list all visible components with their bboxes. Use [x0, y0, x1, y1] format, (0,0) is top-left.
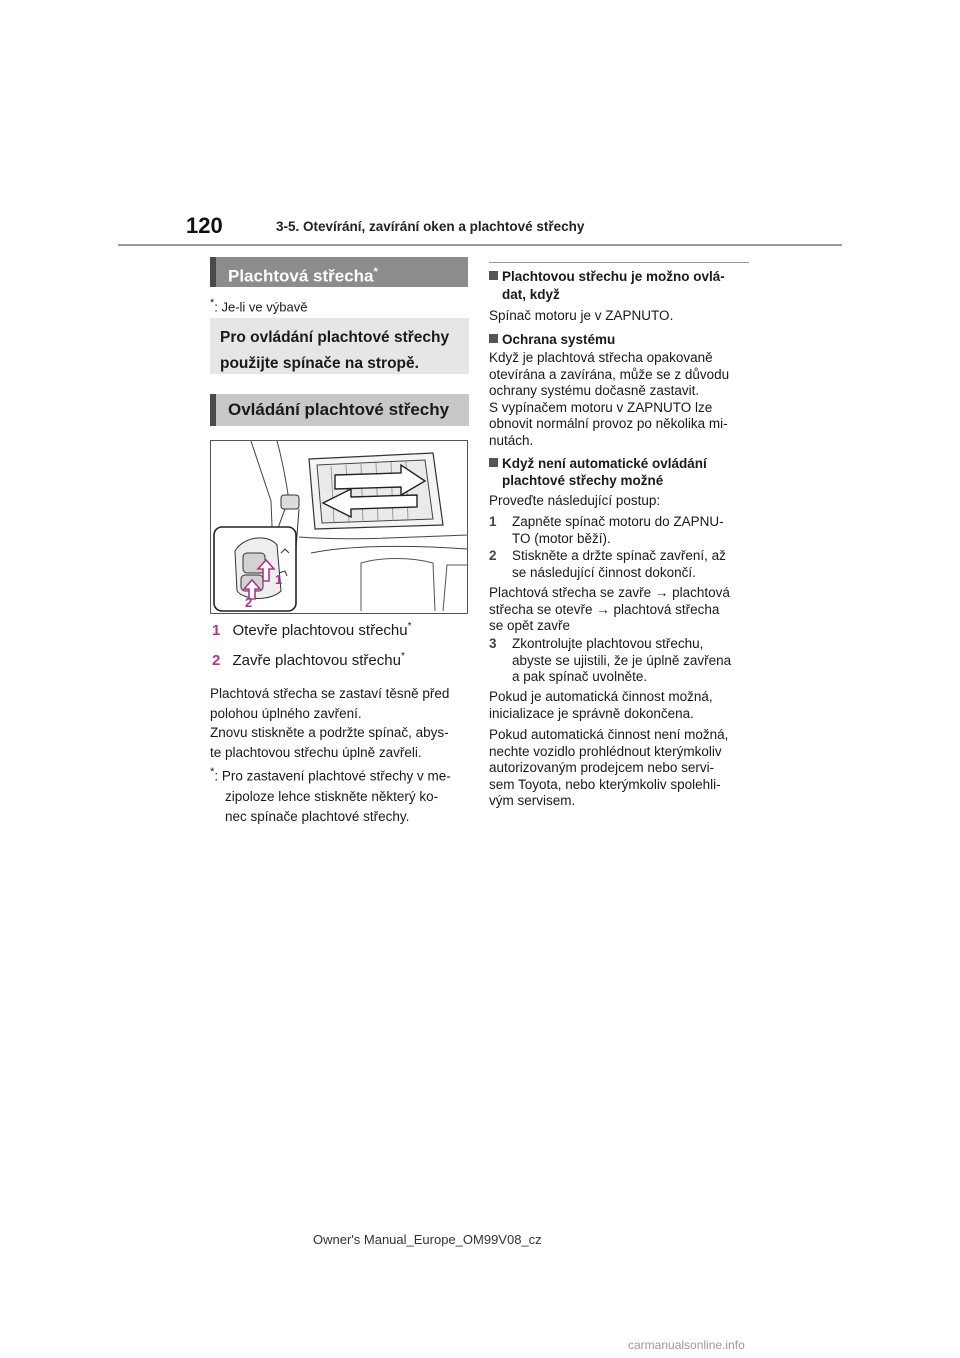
step-open-text: Otevře plachtovou střechu — [232, 622, 408, 639]
dealer-paragraph — [489, 727, 751, 810]
heading-operate-line-2: dat, když — [502, 287, 560, 302]
engine-on-text: Spínač motoru je v ZAPNUTO. — [489, 308, 674, 323]
procedure-step-3 — [489, 636, 751, 686]
equipment-footnote — [210, 297, 307, 314]
page-number: 120 — [186, 213, 223, 238]
figure-label-1: 1 — [275, 572, 283, 587]
automatic-possible-line-1: Pokud je automatická činnost možná, — [489, 689, 713, 704]
intro-box — [210, 318, 469, 374]
heading-not-possible-line-2: plachtové střechy možné — [502, 472, 664, 488]
note-line-2: zipoloze lehce stiskněte některý ko- — [225, 788, 439, 804]
procedure-step-3-line-1: Zkontrolujte plachtovou střechu, — [512, 636, 704, 651]
section-heading — [210, 257, 468, 287]
sequence-line-2: střecha se otevře → plachtová střecha — [489, 601, 720, 617]
equipment-footnote-mark: * — [210, 297, 215, 309]
sunroof-figure — [210, 440, 468, 614]
heading-operate-when — [489, 268, 751, 304]
procedure-step-1-number: 1 — [489, 514, 497, 529]
procedure-step-3-number: 3 — [489, 636, 497, 651]
heading-not-possible-line-1: Když není automatické ovládání — [502, 456, 707, 471]
square-bullet-icon — [489, 458, 498, 467]
figure-label-2: 2 — [245, 595, 253, 610]
watermark: carmanualsonline.info — [628, 1338, 745, 1352]
sequence-line-3: se opět zavře — [489, 618, 571, 633]
heading-protection — [489, 331, 615, 349]
stop-paragraph — [210, 684, 470, 762]
procedure-step-1 — [489, 514, 751, 547]
step-close-text: Zavře plachtovou střechu — [232, 652, 401, 669]
step-close — [212, 651, 405, 669]
square-bullet-icon — [489, 334, 498, 343]
step-close-mark: * — [400, 651, 405, 662]
procedure-step-3-line-2: abyste se ujistili, že je úplně zavřena — [512, 652, 732, 668]
protection-paragraph — [489, 350, 751, 449]
running-header: 3-5. Otevírání, zavírání oken a plachtové střechy — [276, 219, 585, 234]
procedure-step-1-line-2: TO (motor běží). — [512, 530, 611, 546]
stop-line-2: polohou úplného zavření. — [210, 705, 362, 721]
square-bullet-icon — [489, 271, 498, 280]
note-mark: * — [210, 766, 215, 778]
dealer-line-2: nechte vozidlo prohlédnout kterýmkoliv — [489, 743, 722, 759]
procedure-step-2 — [489, 548, 751, 581]
protection-line-3: ochrany systému dočasně zastavit. — [489, 383, 700, 398]
section-heading-mark: * — [373, 266, 378, 278]
step-close-number: 2 — [212, 652, 221, 669]
heading-not-possible — [489, 456, 751, 489]
midposition-note — [210, 762, 472, 827]
header-rule — [118, 244, 842, 246]
intro-line-1: Pro ovládání plachtové střechy — [220, 329, 450, 346]
dealer-line-1: Pokud automatická činnost není možná, — [489, 727, 729, 742]
dealer-line-5: vým servisem. — [489, 793, 576, 808]
sequence-paragraph — [489, 585, 751, 635]
heading-protection-text: Ochrana systému — [502, 332, 616, 347]
procedure-step-2-number: 2 — [489, 548, 497, 563]
protection-line-1: Když je plachtová střecha opakovaně — [489, 350, 713, 365]
heading-operate-line-1: Plachtovou střechu je možno ovlá- — [502, 269, 725, 284]
footer-manual-id: Owner's Manual_Europe_OM99V08_cz — [313, 1232, 542, 1247]
sunroof-illustration — [211, 441, 467, 613]
dealer-line-3: autorizovaným prodejcem nebo servi- — [489, 760, 715, 775]
procedure-step-2-line-1: Stiskněte a držte spínač zavření, až — [512, 548, 726, 563]
step-open-number: 1 — [212, 622, 221, 639]
stop-line-1: Plachtová střecha se zastaví těsně před — [210, 686, 450, 701]
stop-line-4: te plachtovou střechu úplně zavřeli. — [210, 744, 422, 760]
procedure-intro: Proveďte následující postup: — [489, 493, 661, 508]
automatic-possible-paragraph — [489, 689, 751, 722]
sequence-line-1: Plachtová střecha se zavře → plachtová — [489, 585, 730, 600]
protection-line-2: otevírána a zavírána, může se z důvodu — [489, 366, 730, 382]
procedure-step-3-line-3: a pak spínač uvolněte. — [512, 669, 648, 684]
procedure-step-1-line-1: Zapněte spínač motoru do ZAPNU- — [512, 514, 724, 529]
sub-heading: Ovládání plachtové střechy — [210, 394, 469, 426]
protection-line-5: obnovit normální provoz po několika mi- — [489, 416, 728, 431]
step-open — [212, 621, 412, 639]
intro-line-2: použijte spínače na stropě. — [220, 355, 419, 372]
note-line-3: nec spínače plachtové střechy. — [225, 808, 410, 824]
protection-line-4: S vypínačem motoru v ZAPNUTO lze — [489, 399, 713, 415]
stop-line-3: Znovu stiskněte a podržte spínač, abys- — [210, 725, 449, 740]
step-open-mark: * — [407, 621, 412, 632]
dealer-line-4: sem Toyota, nebo kterýmkoliv spolehli- — [489, 776, 721, 792]
section-heading-text: Plachtová střecha — [228, 266, 374, 286]
procedure-step-2-line-2: se následující činnost dokončí. — [512, 564, 696, 580]
automatic-possible-line-2: inicializace je správně dokončena. — [489, 705, 694, 721]
right-column-rule — [489, 262, 749, 263]
protection-line-6: nutách. — [489, 432, 534, 448]
note-line-1: : Pro zastavení plachtové střechy v me- — [214, 768, 451, 784]
equipment-footnote-text: : Je-li ve výbavě — [214, 299, 308, 315]
